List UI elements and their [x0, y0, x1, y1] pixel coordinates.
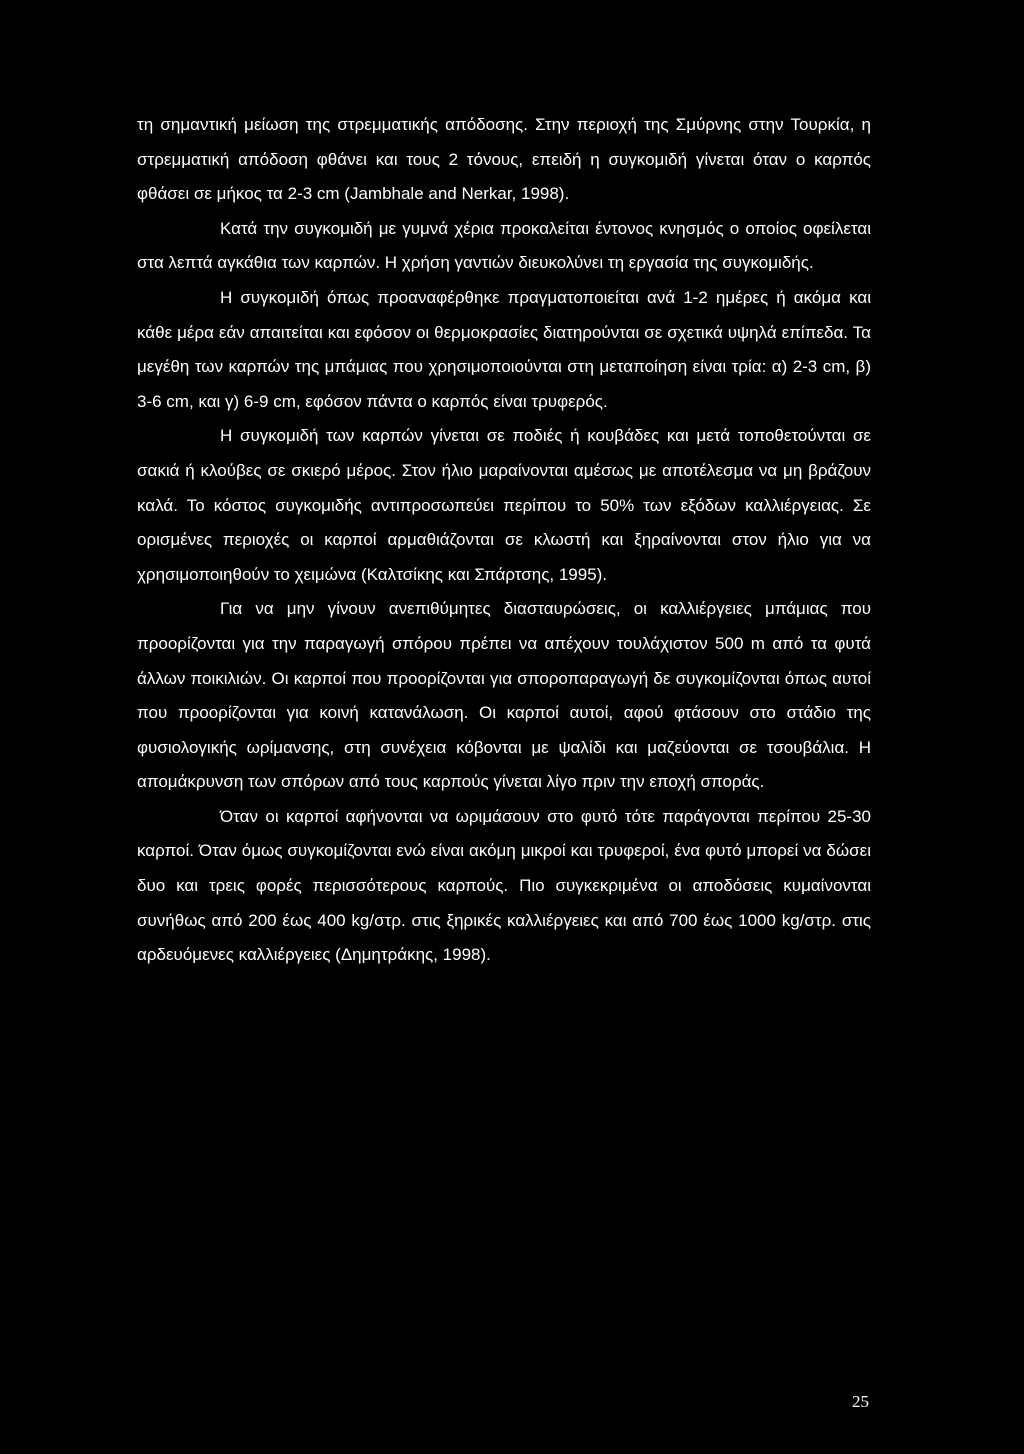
- paragraph-3: Η συγκομιδή όπως προαναφέρθηκε πραγματοποιείται ανά 1-2 ημέρες ή ακόμα και κάθε μέρα εάν απαιτείται και εφόσον οι θερμοκρασίες διατηρούνται σε σχετικά υψηλά επίπεδα. Τα μεγέθη των καρπών της μπάμιας που χρησιμοποιούνται στη μεταποίηση είναι τρία: α) 2-3 cm, β) 3-6 cm, και γ) 6-9 cm, εφόσον πάντα ο καρπός είναι τρυφερός.: [137, 287, 871, 411]
- paragraph-4: Η συγκομιδή των καρπών γίνεται σε ποδιές ή κουβάδες και μετά τοποθετούνται σε σακιά ή κλούβες σε σκιερό μέρος. Στον ήλιο μαραίνονται αμέσως με αποτέλεσμα να μη βράζουν καλά. Το κόστος συγκομιδής αντιπροσωπεύει περίπου το 50% των εξόδων καλλιέργειας. Σε ορισμένες περιοχές οι καρποί αρμαθιάζονται σε κλωστή και ξηραίνονται στον ήλιο για να χρησιμοποιηθούν το χειμώνα (Καλτσίκης και Σπάρτσης, 1995).: [137, 426, 871, 584]
- paragraph-6: Όταν οι καρποί αφήνονται να ωριμάσουν στο φυτό τότε παράγονται περίπου 25-30 καρποί. Όταν όμως συγκομίζονται ενώ είναι ακόμη μικροί και τρυφεροί, ένα φυτό μπορεί να δώσει δυο και τρεις φορές περισσότερους καρπούς. Πιο συγκεκριμένα οι αποδόσεις κυμαίνονται συνήθως από 200 έως 400 kg/στρ. στις ξηρικές καλλιέργειες και από 700 έως 1000 kg/στρ. στις αρδευόμενες καλλιέργειες (Δημητράκης, 1998).: [137, 806, 871, 965]
- document-body: [137, 108, 871, 973]
- paragraph-1: τη σημαντική μείωση της στρεμματικής απόδοσης. Στην περιοχή της Σμύρνης στην Τουρκία, η στρεμματική απόδοση φθάνει και τους 2 τόνους, επειδή η συγκομιδή γίνεται όταν ο καρπός φθάσει σε μήκος τα 2-3 cm (Jambhale and Nerkar, 1998).: [137, 115, 871, 204]
- page-number: 25: [852, 1392, 869, 1411]
- paragraph-2: Κατά την συγκομιδή με γυμνά χέρια προκαλείται έντονος κνησμός ο οποίος οφείλεται στα λεπτά αγκάθια των καρπών. Η χρήση γαντιών διευκολύνει τη εργασία της συγκομιδής.: [137, 218, 871, 273]
- paragraph-5: Για να μην γίνουν ανεπιθύμητες διασταυρώσεις, οι καλλιέργειες μπάμιας που προορίζονται για την παραγωγή σπόρου πρέπει να απέχουν τουλάχιστον 500 m από τα φυτά άλλων ποικιλιών. Οι καρποί που προορίζονται για σποροπαραγωγή δε συγκομίζονται όπως αυτοί που προορίζονται για κοινή κατανάλωση. Οι καρποί αυτοί, αφού φτάσουν στο στάδιο της φυσιολογικής ωρίμανσης, στη συνέχεια κόβονται με ψαλίδι και μαζεύονται σε τσουβάλια. Η απομάκρυνση των σπόρων από τους καρπούς γίνεται λίγο πριν την εποχή σποράς.: [137, 599, 871, 792]
